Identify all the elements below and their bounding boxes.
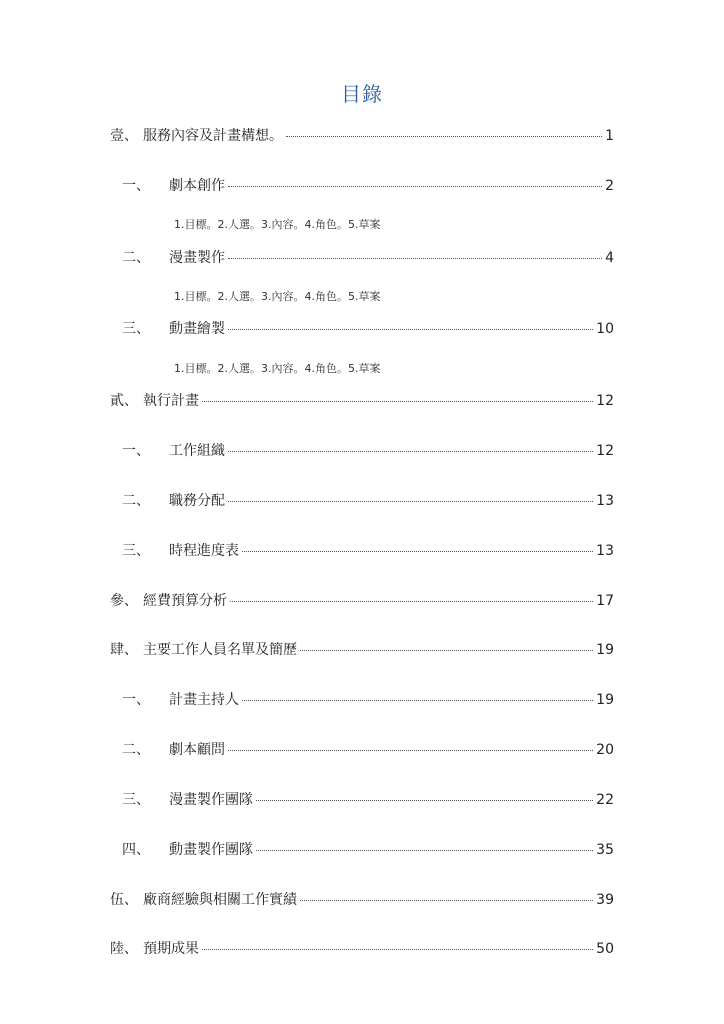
toc-entry[interactable]: [122, 690, 614, 710]
toc-entry-title: 漫畫製作: [169, 250, 225, 266]
toc-dot-leader: [228, 186, 602, 187]
toc-entry-title: 劇本創作: [169, 178, 225, 194]
toc-entry[interactable]: [110, 640, 614, 660]
toc-entry[interactable]: [122, 441, 614, 461]
toc-dot-leader: [256, 800, 593, 801]
toc-entry-title: 動畫製作團隊: [169, 842, 253, 858]
toc-sub-note: 1.目標。2.人選。3.內容。4.角色。5.草案: [174, 290, 381, 303]
toc-entry-page: 12: [596, 393, 614, 409]
toc-entry-title: 執行計畫: [143, 393, 199, 409]
toc-entry-number: 一、: [122, 178, 150, 194]
toc-entry-title: 服務內容及計畫構想。: [143, 128, 283, 144]
toc-entry-title: 計畫主持人: [169, 692, 239, 708]
toc-entry-number: 貳、: [110, 393, 138, 409]
toc-dot-leader: [228, 501, 593, 502]
toc-entry-page: 39: [596, 892, 614, 908]
toc-entry[interactable]: [110, 126, 614, 146]
toc-entry-number: 一、: [122, 443, 150, 459]
toc-entry-page: 13: [596, 493, 614, 509]
toc-entry-page: 12: [596, 443, 614, 459]
toc-entry[interactable]: [110, 591, 614, 611]
toc-entry[interactable]: [110, 890, 614, 910]
toc-entry-page: 22: [596, 792, 614, 808]
toc-entry-number: 陸、: [110, 941, 138, 957]
toc-entry-title: 動畫繪製: [169, 321, 225, 337]
toc-dot-leader: [228, 451, 593, 452]
toc-entry[interactable]: [122, 740, 614, 760]
toc-dot-leader: [228, 258, 602, 259]
toc-entry[interactable]: [110, 939, 614, 959]
page-title: 目錄: [341, 82, 383, 106]
toc-entry[interactable]: [122, 840, 614, 860]
toc-entry[interactable]: [122, 319, 614, 339]
toc-entry-number: 二、: [122, 742, 150, 758]
toc-entry-page: 4: [605, 250, 614, 266]
toc-entry-number: 四、: [122, 842, 150, 858]
toc-entry-page: 1: [605, 128, 614, 144]
toc-entry-title: 預期成果: [143, 941, 199, 957]
toc-entry-title: 工作組織: [169, 443, 225, 459]
toc-entry-page: 19: [596, 642, 614, 658]
toc-dot-leader: [286, 136, 602, 137]
toc-entry-page: 17: [596, 593, 614, 609]
toc-entry-page: 20: [596, 742, 614, 758]
toc-entry-title: 經費預算分析: [143, 593, 227, 609]
toc-dot-leader: [202, 949, 593, 950]
toc-entry-number: 一、: [122, 692, 150, 708]
toc-dot-leader: [230, 601, 593, 602]
toc-entry-title: 廠商經驗與相關工作實績: [143, 892, 297, 908]
toc-entry-number: 二、: [122, 250, 150, 266]
toc-entry-number: 二、: [122, 493, 150, 509]
toc-entry-page: 50: [596, 941, 614, 957]
toc-entry-number: 伍、: [110, 892, 138, 908]
toc-entry-page: 2: [605, 178, 614, 194]
toc-dot-leader: [202, 401, 593, 402]
toc-entry-page: 35: [596, 842, 614, 858]
toc-entry[interactable]: [122, 176, 614, 196]
toc-dot-leader: [228, 329, 593, 330]
toc-entry[interactable]: [122, 491, 614, 511]
toc-entry-title: 劇本顧問: [169, 742, 225, 758]
toc-dot-leader: [256, 850, 593, 851]
toc-sub-note: 1.目標。2.人選。3.內容。4.角色。5.草案: [174, 218, 381, 231]
toc-entry-title: 職務分配: [169, 493, 225, 509]
toc-entry-number: 肆、: [110, 642, 138, 658]
toc-dot-leader: [242, 551, 593, 552]
toc-entry-page: 13: [596, 543, 614, 559]
toc-entry[interactable]: [122, 248, 614, 268]
toc-entry-title: 時程進度表: [169, 543, 239, 559]
toc-entry-number: 三、: [122, 543, 150, 559]
toc-entry-page: 10: [596, 321, 614, 337]
toc-entry-number: 三、: [122, 792, 150, 808]
toc-sub-note: 1.目標。2.人選。3.內容。4.角色。5.草案: [174, 362, 381, 375]
toc-entry-page: 19: [596, 692, 614, 708]
toc-entry[interactable]: [122, 541, 614, 561]
toc-entry-title: 主要工作人員名單及簡歷: [143, 642, 297, 658]
toc-dot-leader: [242, 700, 593, 701]
toc-dot-leader: [300, 900, 593, 901]
toc-entry[interactable]: [122, 790, 614, 810]
toc-entry-number: 壹、: [110, 128, 138, 144]
toc-entry-number: 參、: [110, 593, 138, 609]
toc-dot-leader: [300, 650, 593, 651]
toc-entry-number: 三、: [122, 321, 150, 337]
toc-entry[interactable]: [110, 391, 614, 411]
toc-entry-title: 漫畫製作團隊: [169, 792, 253, 808]
toc-dot-leader: [228, 750, 593, 751]
